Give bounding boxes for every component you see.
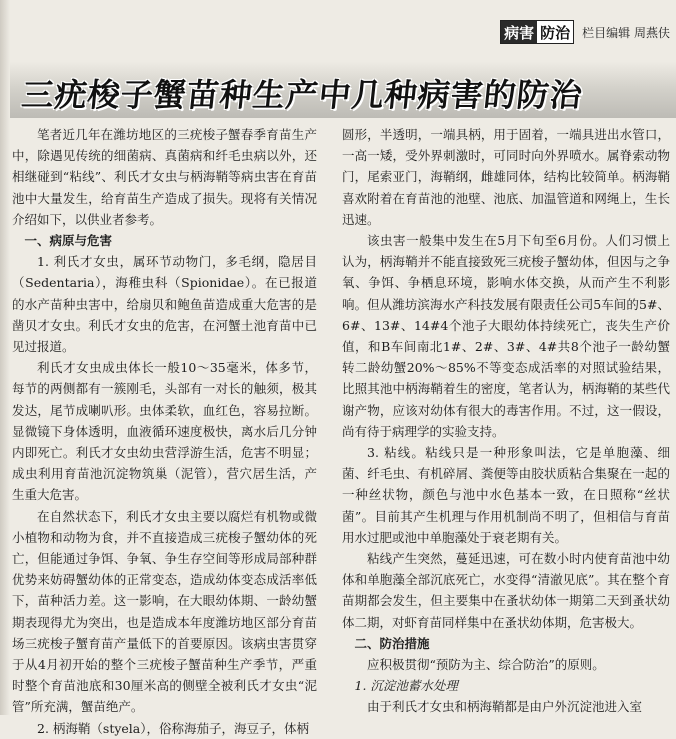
section-tag-1: 病害 bbox=[501, 21, 537, 43]
paragraph: 应积极贯彻“预防为主、综合防治”的原则。 bbox=[367, 657, 605, 673]
paragraph: 在自然状态下，利氏才女虫主要以腐烂有机物或微小植物和动物为食，并不直接造成三疣梭子蟹幼体的死亡，但能通过争饵、争氧、争生存空间等形成局部种群优势来妨碍蟹幼体的正常变态，造成幼体变态成活率低下，苗种活力差。这一影响，在大眼幼体期、一龄幼蟹期表现得尤为突出，也是造成本年度潍坊地区部分育苗场三疣梭子蟹育苗产量低下的首要原因。该病虫害贯穿于从4月初开始的整个三疣梭子蟹苗种生产季节，严重时整个育苗池底和30厘米高的侧壁全被利氏才女虫“泥管”所充满，蟹苗绝产。 bbox=[12, 508, 317, 715]
paragraph: 2. 柄海鞘（styela），俗称海茄子，海豆子，体柄 bbox=[37, 720, 309, 736]
section-heading: 二、防治措施 bbox=[354, 635, 430, 651]
article-title: 三疣梭子蟹苗种生产中几种病害的防治 bbox=[19, 76, 585, 114]
paragraph: 圆形，半透明，一端具柄，用于固着，一端具进出水管口，一高一矮，受外界刺激时，可同时向外界喷水。属脊索动物门，尾索亚门，海鞘纲，雌雄同体，结构比较简单。柄海鞘喜欢附着在育苗池的池壁、池底、加温管道和网绳上，生长迅速。 bbox=[342, 127, 670, 227]
section-tag bbox=[500, 20, 574, 44]
paragraph: 粘线产生突然，蔓延迅速，可在数小时内使育苗池中幼体和单胞藻全部沉底死亡，水变得“清澈见底”。其在整个育苗期都会发生，但主要集中在蚤状幼体一期第二天到蚤状幼体二期，对虾育苗同样集中在蚤状幼体期，危害极大。 bbox=[342, 551, 670, 630]
paragraph: 该虫害一般集中发生在5月下旬至6月份。人们习惯上认为，柄海鞘并不能直接致死三疣梭子蟹幼体，但因与之争氧、争饵、争栖息环境，影响水体交换，从而产生不利影响。但从潍坊滨海水产科技发展有限责任公司5车间的5#、6#、13#、14#4个池子大眼幼体持续死亡，丧失生产价值，和B车间南北1#、2#、3#、4#共8个池子一龄幼蟹转二龄幼蟹20%～85%不等变态成活率的对照试验结果，比照其池中柄海鞘着生的密度，笔者认为，柄海鞘的某些代谢产物，应该对幼体有很大的毒害作用。不过，这一假设，尚有待于病理学的实验支持。 bbox=[342, 233, 670, 439]
paragraph: 利氏才女虫成虫体长一般10～35毫米，体多节，每节的两侧都有一簇刚毛，头部有一对长的触须，极其发达，尾节成喇叭形。虫体柔软，血红色，容易拉断。显微镜下身体透明，血液循环速度极快，离水后几分钟内即死亡。利氏才女虫幼虫营浮游生活，危害不明显；成虫利用育苗池沉淀物筑巢（泥管），营穴居生活，产生重大危害。 bbox=[12, 360, 317, 503]
sub-heading: 1. 沉淀池蓄水处理 bbox=[354, 678, 458, 694]
paragraph: 由于利氏才女虫和柄海鞘都是由户外沉淀池进入室 bbox=[367, 699, 643, 715]
section-heading: 一、病原与危害 bbox=[24, 233, 113, 249]
paragraph: 笔者近几年在潍坊地区的三疣梭子蟹春季育苗生产中，除遇见传统的细菌病、真菌病和纤毛虫病以外，还相继碰到“粘线”、利氏才女虫与柄海鞘等病虫害在育苗池中大量发生，给育苗生产造成了损失。现将有关情况介绍如下，以供业者参考。 bbox=[12, 127, 317, 227]
column-header bbox=[500, 20, 670, 44]
left-column bbox=[12, 124, 317, 736]
page-gutter bbox=[0, 0, 10, 715]
section-tag-2: 防治 bbox=[537, 21, 573, 43]
paragraph: 1. 利氏才女虫，属环节动物门，多毛纲，隐居目（Sedentaria），海稚虫科（Spionidae）。在已报道的水产苗种虫害中，给扇贝和鲍鱼苗造成重大危害的是凿贝才女虫。利氏才女虫的危害，在河蟹土池育苗中已见过报道。 bbox=[12, 254, 317, 355]
right-column bbox=[342, 124, 670, 715]
column-editor: 栏目编辑 周燕伕 bbox=[582, 25, 670, 40]
paragraph: 3. 粘线。粘线只是一种形象叫法，它是单胞藻、细菌、纤毛虫、有机碎屑、粪便等由胶状质粘合集聚在一起的一种丝状物，颜色与池中水色基本一致，在日照称“丝状菌”。目前其产生机理与作用机制尚不明了，但相信与育苗用水过肥或池中单胞藻处于衰老期有关。 bbox=[342, 445, 670, 545]
